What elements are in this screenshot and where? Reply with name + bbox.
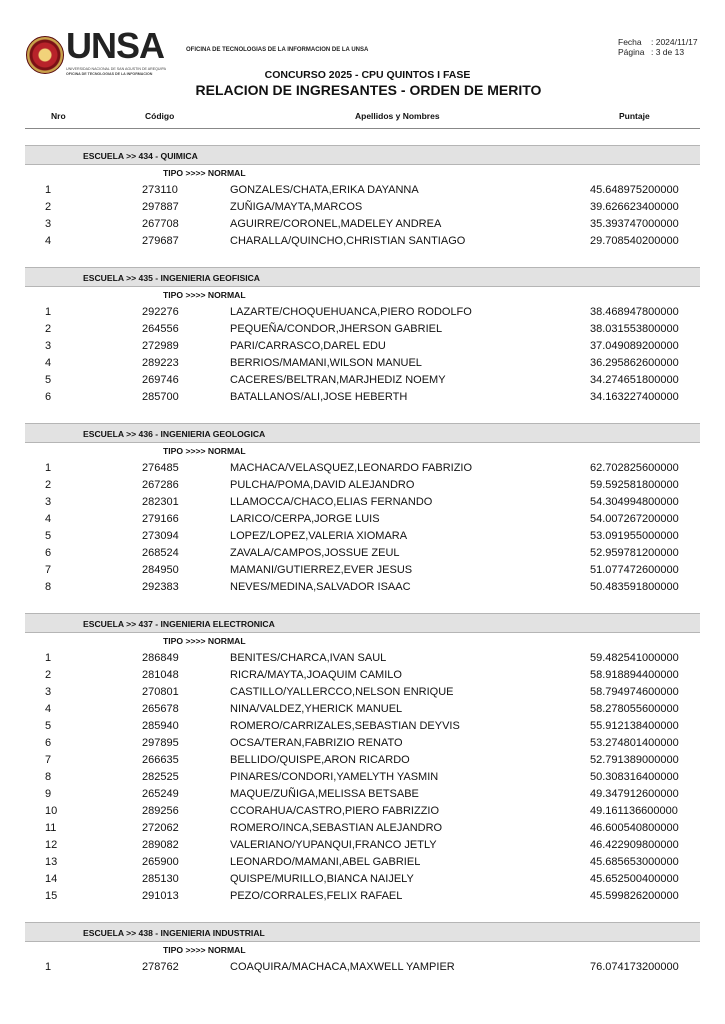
table-row [25, 701, 700, 718]
row-nro: 4 [45, 513, 52, 525]
row-puntaje: 53.274801400000 [590, 737, 679, 749]
row-nro: 2 [45, 479, 52, 491]
row-puntaje: 52.959781200000 [590, 547, 679, 559]
row-nro: 6 [45, 737, 52, 749]
pagina-label: Página [618, 47, 645, 57]
row-nro: 4 [45, 357, 52, 369]
row-nro: 7 [45, 564, 52, 576]
row-codigo: 279687 [142, 235, 179, 247]
row-nombre: PEQUEÑA/CONDOR,JHERSON GABRIEL [230, 323, 443, 335]
row-nombre: BENITES/CHARCA,IVAN SAUL [230, 652, 387, 664]
row-codigo: 282301 [142, 496, 179, 508]
row-puntaje: 54.007267200000 [590, 513, 679, 525]
row-nombre: CASTILLO/YALLERCCO,NELSON ENRIQUE [230, 686, 454, 698]
row-nombre: NEVES/MEDINA,SALVADOR ISAAC [230, 581, 411, 593]
row-puntaje: 76.074173200000 [590, 961, 679, 973]
row-codigo: 292383 [142, 581, 179, 593]
row-codigo: 291013 [142, 890, 179, 902]
row-nro: 10 [45, 805, 58, 817]
row-puntaje: 35.393747000000 [590, 218, 679, 230]
fecha-value: : 2024/11/17 [651, 37, 698, 47]
row-nombre: BATALLANOS/ALI,JOSE HEBERTH [230, 391, 408, 403]
row-nombre: QUISPE/MURILLO,BIANCA NAIJELY [230, 873, 414, 885]
row-puntaje: 50.308316400000 [590, 771, 679, 783]
row-nro: 1 [45, 961, 52, 973]
row-puntaje: 53.091955000000 [590, 530, 679, 542]
table-row [25, 871, 700, 888]
row-nombre: BERRIOS/MAMANI,WILSON MANUEL [230, 357, 422, 369]
row-codigo: 269746 [142, 374, 179, 386]
school-header: ESCUELA >> 438 - INGENIERIA INDUSTRIAL [25, 922, 700, 942]
report-title: RELACION DE INGRESANTES - ORDEN DE MERITO [195, 82, 542, 98]
row-codigo: 289256 [142, 805, 179, 817]
school-header: ESCUELA >> 434 - QUIMICA [25, 145, 700, 165]
row-nombre: LLAMOCCA/CHACO,ELIAS FERNANDO [230, 496, 433, 508]
school-section [25, 267, 700, 406]
row-codigo: 265900 [142, 856, 179, 868]
row-nombre: ZAVALA/CAMPOS,JOSSUE ZEUL [230, 547, 400, 559]
row-nro: 5 [45, 720, 52, 732]
row-puntaje: 45.648975200000 [590, 184, 679, 196]
table-row [25, 650, 700, 667]
table-row [25, 199, 700, 216]
table-row [25, 579, 700, 596]
row-puntaje: 37.049089200000 [590, 340, 679, 352]
pagina-value: : 3 de 13 [651, 47, 685, 57]
row-nro: 7 [45, 754, 52, 766]
table-row [25, 803, 700, 820]
row-codigo: 286849 [142, 652, 179, 664]
col-nro: Nro [51, 111, 66, 121]
row-puntaje: 58.278055600000 [590, 703, 679, 715]
row-nombre: RICRA/MAYTA,JOAQUIM CAMILO [230, 669, 402, 681]
row-nombre: LARICO/CERPA,JORGE LUIS [230, 513, 380, 525]
row-nombre: NINA/VALDEZ,YHERICK MANUEL [230, 703, 403, 715]
col-codigo: Código [145, 111, 175, 121]
school-header: ESCUELA >> 436 - INGENIERIA GEOLOGICA [25, 423, 700, 443]
tipo-label: TIPO >>>> NORMAL [163, 945, 246, 955]
table-row [25, 233, 700, 250]
row-puntaje: 46.600540800000 [590, 822, 679, 834]
row-nombre: CHARALLA/QUINCHO,CHRISTIAN SANTIAGO [230, 235, 466, 247]
row-nombre: AGUIRRE/CORONEL,MADELEY ANDREA [230, 218, 442, 230]
row-nombre: PINARES/CONDORI,YAMELYTH YASMIN [230, 771, 439, 783]
table-row [25, 494, 700, 511]
row-nro: 5 [45, 374, 52, 386]
logo-subtitle-office: OFICINA DE TECNOLOGIAS DE LA INFORMACION [66, 72, 153, 76]
row-puntaje: 54.304994800000 [590, 496, 679, 508]
row-codigo: 292276 [142, 306, 179, 318]
row-nombre: ROMERO/INCA,SEBASTIAN ALEJANDRO [230, 822, 443, 834]
col-puntaje: Puntaje [619, 111, 650, 121]
row-codigo: 266635 [142, 754, 179, 766]
table-row [25, 545, 700, 562]
row-puntaje: 36.295862600000 [590, 357, 679, 369]
row-puntaje: 45.685653000000 [590, 856, 679, 868]
row-puntaje: 59.482541000000 [590, 652, 679, 664]
row-puntaje: 34.163227400000 [590, 391, 679, 403]
office-name: OFICINA DE TECNOLOGIAS DE LA INFORMACION DE LA UNSA [186, 47, 369, 53]
table-row [25, 888, 700, 905]
row-puntaje: 45.599826200000 [590, 890, 679, 902]
document-meta [618, 37, 698, 57]
table-row [25, 837, 700, 854]
table-row [25, 321, 700, 338]
table-row [25, 511, 700, 528]
column-header [25, 104, 700, 129]
results-list [25, 128, 700, 976]
row-nro: 2 [45, 323, 52, 335]
row-puntaje: 58.918894400000 [590, 669, 679, 681]
row-puntaje: 46.422909800000 [590, 839, 679, 851]
row-nombre: CACERES/BELTRAN,MARJHEDIZ NOEMY [230, 374, 446, 386]
school-section [25, 423, 700, 596]
row-puntaje: 38.468947800000 [590, 306, 679, 318]
table-row [25, 216, 700, 233]
table-row [25, 389, 700, 406]
school-section [25, 922, 700, 976]
row-nro: 9 [45, 788, 52, 800]
row-nro: 4 [45, 235, 52, 247]
table-row [25, 562, 700, 579]
row-nro: 15 [45, 890, 58, 902]
table-row [25, 820, 700, 837]
table-row [25, 854, 700, 871]
row-nro: 6 [45, 547, 52, 559]
row-codigo: 285700 [142, 391, 179, 403]
row-codigo: 268524 [142, 547, 179, 559]
table-row [25, 372, 700, 389]
row-codigo: 279166 [142, 513, 179, 525]
row-codigo: 297887 [142, 201, 179, 213]
row-codigo: 272062 [142, 822, 179, 834]
row-codigo: 270801 [142, 686, 179, 698]
row-nro: 13 [45, 856, 58, 868]
row-nro: 14 [45, 873, 58, 885]
row-nro: 12 [45, 839, 58, 851]
school-header: ESCUELA >> 437 - INGENIERIA ELECTRONICA [25, 613, 700, 633]
row-puntaje: 49.161136600000 [590, 805, 678, 817]
tipo-label: TIPO >>>> NORMAL [163, 446, 246, 456]
row-puntaje: 52.791389000000 [590, 754, 679, 766]
row-nombre: OCSA/TERAN,FABRIZIO RENATO [230, 737, 403, 749]
row-codigo: 265249 [142, 788, 179, 800]
tipo-label: TIPO >>>> NORMAL [163, 636, 246, 646]
row-codigo: 267286 [142, 479, 179, 491]
row-nro: 3 [45, 218, 52, 230]
row-nombre: GONZALES/CHATA,ERIKA DAYANNA [230, 184, 419, 196]
table-row [25, 460, 700, 477]
row-nombre: BELLIDO/QUISPE,ARON RICARDO [230, 754, 410, 766]
table-row [25, 667, 700, 684]
row-nro: 2 [45, 669, 52, 681]
row-puntaje: 49.347912600000 [590, 788, 679, 800]
table-row [25, 735, 700, 752]
row-puntaje: 29.708540200000 [590, 235, 679, 247]
row-nombre: PEZO/CORRALES,FELIX RAFAEL [230, 890, 403, 902]
table-row [25, 718, 700, 735]
row-puntaje: 34.274651800000 [590, 374, 679, 386]
row-codigo: 297895 [142, 737, 179, 749]
row-codigo: 284950 [142, 564, 179, 576]
row-codigo: 289223 [142, 357, 179, 369]
table-row [25, 959, 700, 976]
row-nro: 1 [45, 184, 52, 196]
row-nombre: VALERIANO/YUPANQUI,FRANCO JETLY [230, 839, 437, 851]
row-codigo: 278762 [142, 961, 179, 973]
row-codigo: 273094 [142, 530, 179, 542]
row-nro: 2 [45, 201, 52, 213]
row-nro: 4 [45, 703, 52, 715]
row-codigo: 285130 [142, 873, 179, 885]
row-nombre: MAQUE/ZUÑIGA,MELISSA BETSABE [230, 788, 419, 800]
table-row [25, 182, 700, 199]
row-nro: 11 [45, 822, 57, 834]
school-section [25, 145, 700, 250]
row-puntaje: 58.794974600000 [590, 686, 679, 698]
row-nombre: CCORAHUA/CASTRO,PIERO FABRIZZIO [230, 805, 440, 817]
contest-title: CONCURSO 2025 - CPU QUINTOS I FASE [264, 69, 471, 81]
fecha-row [618, 37, 698, 47]
row-puntaje: 51.077472600000 [590, 564, 679, 576]
row-puntaje: 45.652500400000 [590, 873, 679, 885]
row-nombre: ROMERO/CARRIZALES,SEBASTIAN DEYVIS [230, 720, 460, 732]
table-row [25, 528, 700, 545]
row-nro: 8 [45, 771, 52, 783]
row-puntaje: 38.031553800000 [590, 323, 679, 335]
tipo-label: TIPO >>>> NORMAL [163, 168, 246, 178]
row-nro: 1 [45, 306, 52, 318]
row-puntaje: 62.702825600000 [590, 462, 679, 474]
row-nombre: COAQUIRA/MACHACA,MAXWELL YAMPIER [230, 961, 455, 973]
logo-text: UNSA [66, 25, 165, 66]
row-codigo: 285940 [142, 720, 179, 732]
row-nombre: PULCHA/POMA,DAVID ALEJANDRO [230, 479, 415, 491]
fecha-label: Fecha [618, 37, 642, 47]
col-nombres: Apellidos y Nombres [355, 111, 440, 121]
row-puntaje: 59.592581800000 [590, 479, 679, 491]
row-puntaje: 55.912138400000 [590, 720, 679, 732]
row-nro: 3 [45, 496, 52, 508]
row-nro: 8 [45, 581, 52, 593]
row-codigo: 273110 [142, 184, 178, 196]
table-row [25, 355, 700, 372]
row-nro: 3 [45, 340, 52, 352]
school-header: ESCUELA >> 435 - INGENIERIA GEOFISICA [25, 267, 700, 287]
table-row [25, 684, 700, 701]
row-nombre: LOPEZ/LOPEZ,VALERIA XIOMARA [230, 530, 408, 542]
row-nro: 1 [45, 652, 52, 664]
table-row [25, 769, 700, 786]
tipo-label: TIPO >>>> NORMAL [163, 290, 246, 300]
school-section [25, 613, 700, 905]
row-nro: 3 [45, 686, 52, 698]
row-nro: 6 [45, 391, 52, 403]
row-nro: 5 [45, 530, 52, 542]
row-nombre: MACHACA/VELASQUEZ,LEONARDO FABRIZIO [230, 462, 473, 474]
row-codigo: 264556 [142, 323, 179, 335]
row-nombre: LEONARDO/MAMANI,ABEL GABRIEL [230, 856, 421, 868]
row-codigo: 289082 [142, 839, 179, 851]
row-nombre: PARI/CARRASCO,DAREL EDU [230, 340, 386, 352]
row-codigo: 282525 [142, 771, 179, 783]
row-nombre: ZUÑIGA/MAYTA,MARCOS [230, 201, 363, 213]
table-row [25, 477, 700, 494]
row-codigo: 265678 [142, 703, 179, 715]
row-nro: 1 [45, 462, 52, 474]
row-puntaje: 50.483591800000 [590, 581, 679, 593]
pagina-row [618, 47, 698, 57]
row-codigo: 276485 [142, 462, 179, 474]
table-row [25, 752, 700, 769]
row-codigo: 267708 [142, 218, 179, 230]
table-row [25, 338, 700, 355]
table-row [25, 304, 700, 321]
row-codigo: 272989 [142, 340, 179, 352]
row-codigo: 281048 [142, 669, 179, 681]
logo-subtitle: UNIVERSIDAD NACIONAL DE SAN AGUSTIN DE AREQUIPA [66, 67, 167, 71]
row-nombre: LAZARTE/CHOQUEHUANCA,PIERO RODOLFO [230, 306, 472, 318]
row-puntaje: 39.626623400000 [590, 201, 679, 213]
row-nombre: MAMANI/GUTIERREZ,EVER JESUS [230, 564, 413, 576]
table-row [25, 786, 700, 803]
